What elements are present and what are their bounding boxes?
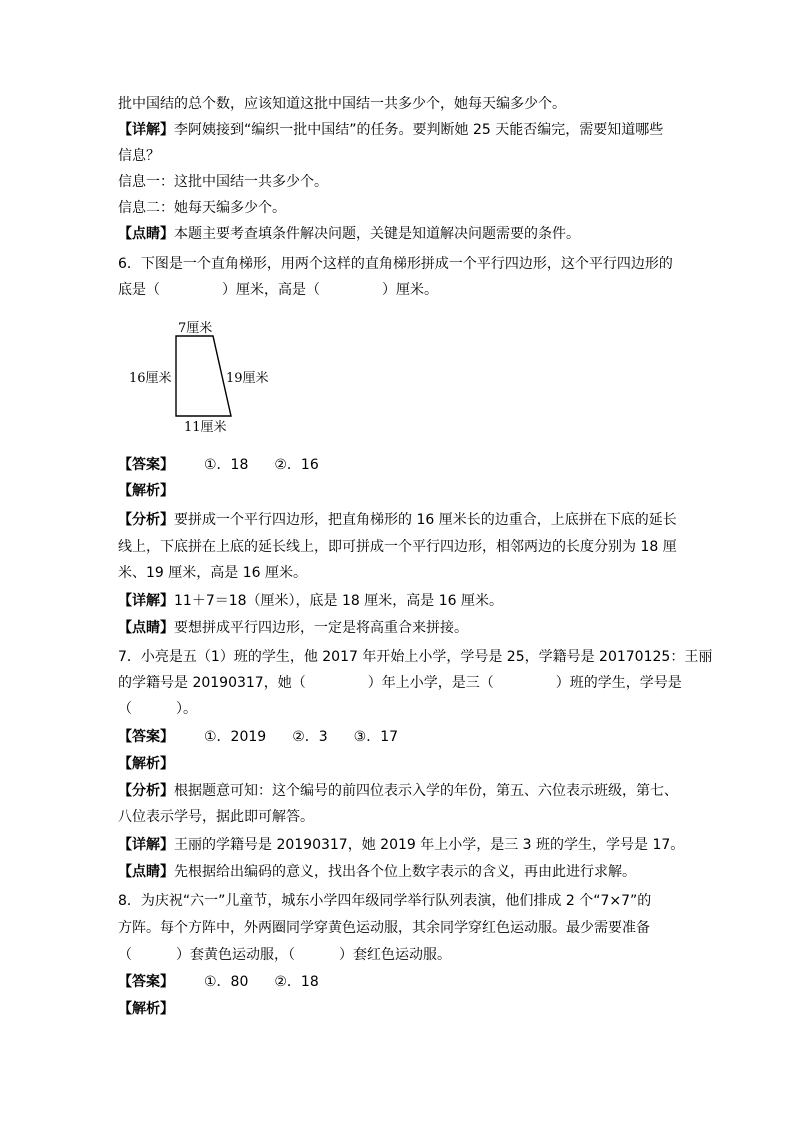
answer-line: 【答案】 ①．18 ②．16 bbox=[118, 457, 319, 473]
label-right: 19厘米 bbox=[226, 371, 269, 386]
label-left: 16厘米 bbox=[129, 371, 172, 386]
detail-line: 【详解】王丽的学籍号是 20190317，她 2019 年上小学，是三 3 班的学生，学号是 17。 bbox=[118, 837, 685, 853]
question-7-stem: 7．小亮是五（1）班的学生，他 2017 年开始上小学，学号是 25，学籍号是 20170125：王丽 bbox=[118, 649, 713, 665]
detail-tag: 【详解】 bbox=[118, 122, 174, 138]
label-top: 7厘米 bbox=[178, 321, 213, 336]
answer-tag: 【答案】 bbox=[118, 457, 174, 473]
text-line: 批中国结的总个数，应该知道这批中国结一共多少个，她每天编多少个。 bbox=[118, 96, 566, 112]
question-8-stem-3: （ ）套黄色运动服，（ ）套红色运动服。 bbox=[118, 947, 451, 963]
analysis-heading: 【解析】 bbox=[118, 483, 174, 499]
question-6-stem: 6．下图是一个直角梯形，用两个这样的直角梯形拼成一个平行四边形，这个平行四边形的 bbox=[118, 256, 673, 272]
analysis-line: 米、19 厘米，高是 16 厘米。 bbox=[118, 565, 307, 581]
analysis-line: 【分析】要拼成一个平行四边形，把直角梯形的 16 厘米长的边重合，上底拼在下底的延长 bbox=[118, 512, 677, 528]
analysis-heading: 【解析】 bbox=[118, 1001, 174, 1017]
question-7-stem-3: （ ）。 bbox=[118, 701, 197, 717]
label-bottom: 11厘米 bbox=[184, 420, 227, 435]
analysis-heading: 【解析】 bbox=[118, 756, 174, 772]
note-tag: 【点睛】 bbox=[118, 226, 174, 242]
question-8-stem-2: 方阵。每个方阵中，外两圈同学穿黄色运动服，其余同学穿红色运动服。最少需要准备 bbox=[118, 920, 650, 936]
answer-line: 【答案】 ①．80 ②．18 bbox=[118, 974, 319, 990]
note-line: 【点睛】本题主要考查填条件解决问题，关键是知道解决问题需要的条件。 bbox=[118, 226, 580, 242]
right-trapezoid-figure bbox=[120, 316, 290, 440]
analysis-line: 八位表示学号，据此即可解答。 bbox=[118, 809, 314, 825]
analysis-line: 【分析】根据题意可知：这个编号的前四位表示入学的年份，第五、六位表示班级，第七、 bbox=[118, 783, 678, 799]
trapezoid-shape bbox=[176, 336, 231, 416]
question-8-stem: 8．为庆祝“六一”儿童节，城东小学四年级同学举行队列表演，他们排成 2 个“7×7”的 bbox=[118, 893, 652, 909]
analysis-line: 线上，下底拼在上底的延长线上，即可拼成一个平行四边形，相邻两边的长度分别为 18 厘 bbox=[118, 539, 677, 555]
question-6-stem-2: 底是（ ）厘米，高是（ ）厘米。 bbox=[118, 282, 438, 298]
detail-line: 【详解】11＋7＝18（厘米），底是 18 厘米，高是 16 厘米。 bbox=[118, 593, 503, 609]
text-line: 信息二：她每天编多少个。 bbox=[118, 200, 286, 216]
answer-line: 【答案】 ①．2019 ②．3 ③．17 bbox=[118, 729, 399, 745]
note-line: 【点睛】先根据给出编码的意义，找出各个位上数字表示的含义，再由此进行求解。 bbox=[118, 864, 636, 880]
note-line: 【点睛】要想拼成平行四边形，一定是将高重合来拼接。 bbox=[118, 620, 468, 636]
detail-line: 【详解】李阿姨接到“编织一批中国结”的任务。要判断她 25 天能否编完，需要知道哪些 bbox=[118, 122, 664, 138]
text-line: 信息一：这批中国结一共多少个。 bbox=[118, 174, 328, 190]
question-7-stem-2: 的学籍号是 20190317，她（ ）年上小学，是三（ ）班的学生，学号是 bbox=[118, 675, 682, 691]
text-line: 信息？ bbox=[118, 148, 160, 164]
